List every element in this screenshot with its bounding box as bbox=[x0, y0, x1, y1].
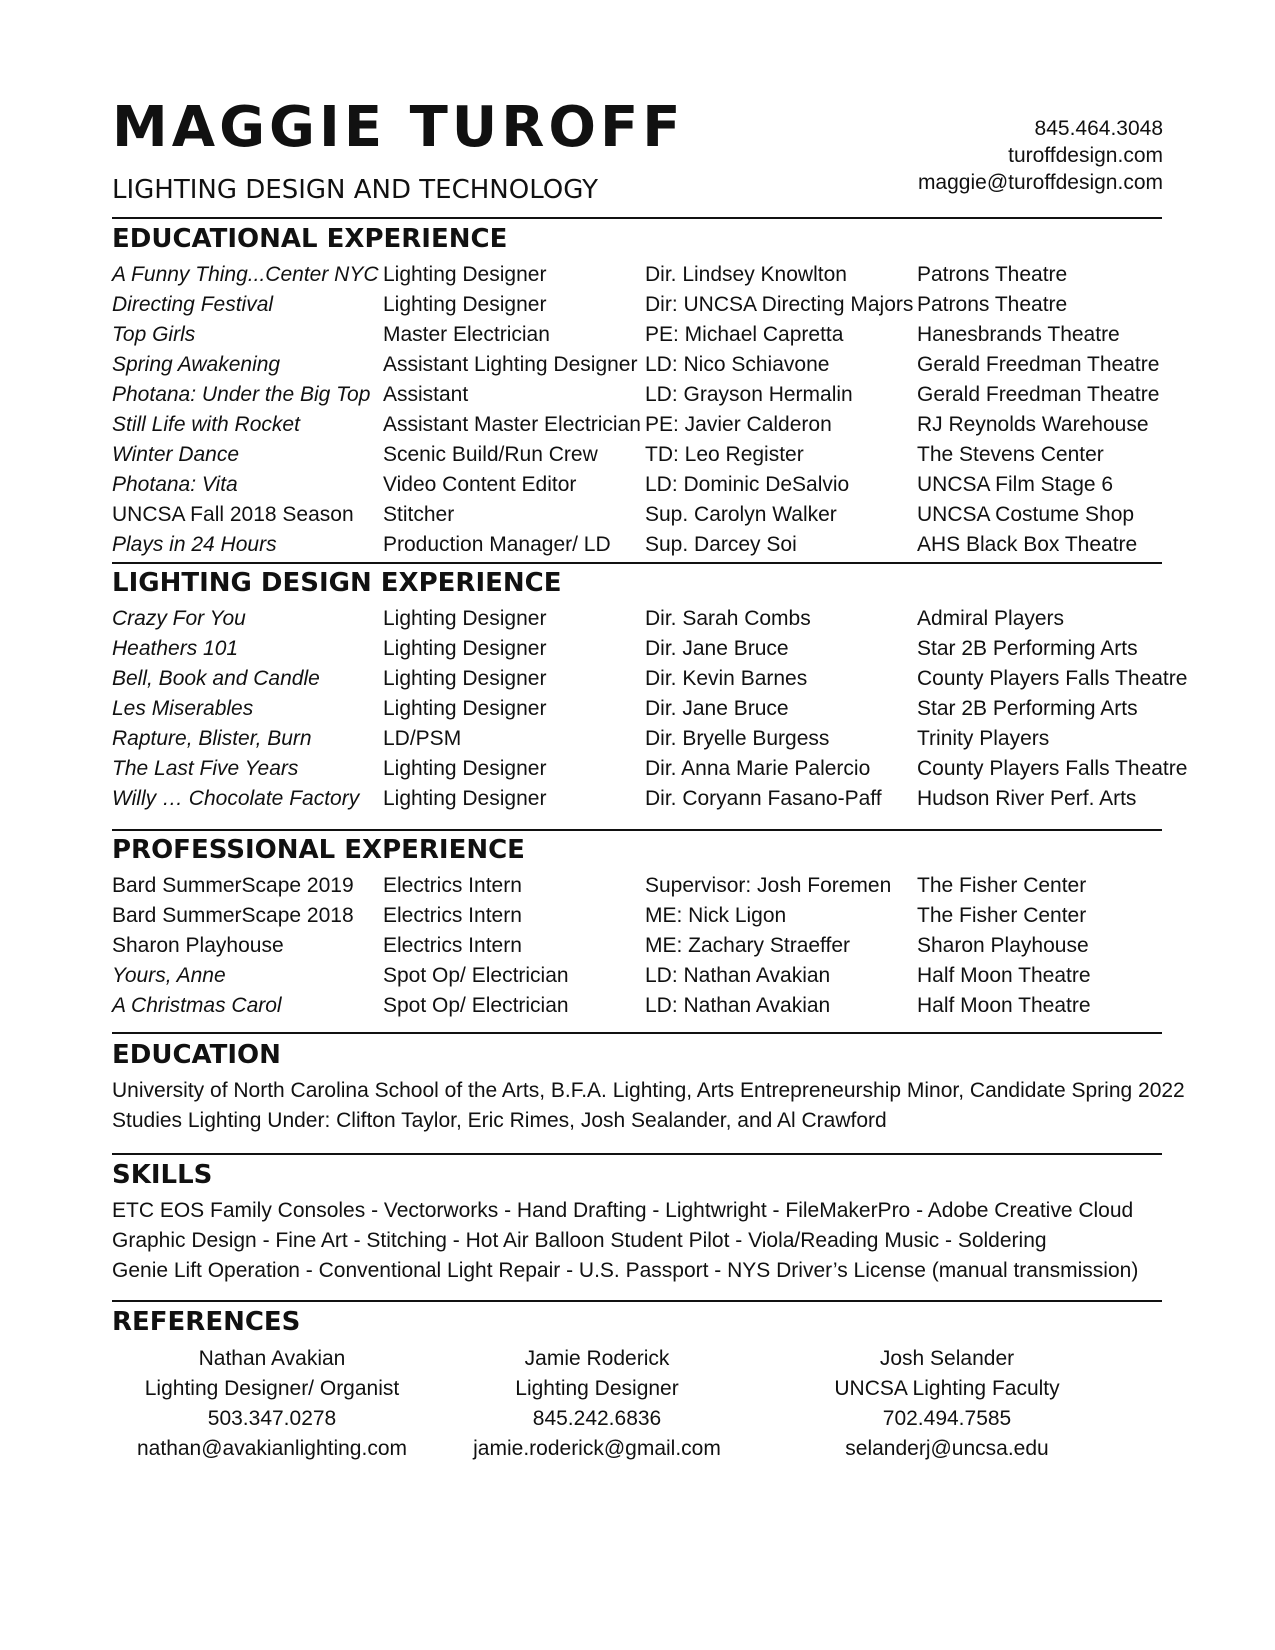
section-divider bbox=[112, 829, 1162, 831]
director-or-supervisor: Dir. Jane Bruce bbox=[645, 637, 789, 660]
venue: County Players Falls Theatre bbox=[917, 667, 1188, 690]
reference-title: Lighting Designer bbox=[515, 1377, 679, 1400]
lighting-design-experience-table bbox=[112, 604, 1188, 814]
role: Lighting Designer bbox=[383, 757, 547, 780]
director-or-supervisor: PE: Michael Capretta bbox=[645, 323, 844, 346]
reference-title: Lighting Designer/ Organist bbox=[144, 1377, 400, 1400]
table-row bbox=[112, 470, 1162, 500]
table-row bbox=[112, 290, 1162, 320]
education-line: Studies Lighting Under: Clifton Taylor, Eric Rimes, Josh Sealander, and Al Crawford bbox=[112, 1109, 887, 1132]
role: Electrics Intern bbox=[383, 934, 522, 957]
section-divider bbox=[112, 562, 1162, 564]
venue: RJ Reynolds Warehouse bbox=[917, 413, 1149, 436]
table-row bbox=[112, 634, 1162, 664]
venue: Patrons Theatre bbox=[917, 293, 1068, 316]
table-row bbox=[112, 931, 1162, 961]
table-row bbox=[112, 901, 1162, 931]
role: Stitcher bbox=[383, 503, 455, 526]
section-divider bbox=[112, 1300, 1162, 1302]
director-or-supervisor: Dir. Lindsey Knowlton bbox=[645, 263, 847, 286]
role: Spot Op/ Electrician bbox=[383, 994, 569, 1017]
role: Assistant bbox=[383, 383, 469, 406]
role: Lighting Designer bbox=[383, 667, 547, 690]
section-heading-references: REFERENCES bbox=[112, 1307, 301, 1337]
production-title: Still Life with Rocket bbox=[112, 413, 300, 436]
reference-name: Nathan Avakian bbox=[198, 1347, 346, 1370]
production-title: Directing Festival bbox=[112, 293, 274, 316]
venue: UNCSA Costume Shop bbox=[917, 503, 1135, 526]
role: Assistant Lighting Designer bbox=[383, 353, 638, 376]
skills-line: ETC EOS Family Consoles - Vectorworks - Hand Drafting - Lightwright - FileMakerPro - Adobe Creative Cloud bbox=[112, 1199, 1134, 1222]
production-title: Les Miserables bbox=[112, 697, 254, 720]
section-heading-education: EDUCATION bbox=[112, 1040, 281, 1070]
production-title: A Christmas Carol bbox=[112, 994, 282, 1017]
director-or-supervisor: Sup. Carolyn Walker bbox=[645, 503, 837, 526]
venue: Star 2B Performing Arts bbox=[917, 697, 1138, 720]
table-row bbox=[112, 440, 1162, 470]
production-title: Sharon Playhouse bbox=[112, 934, 284, 957]
role: Master Electrician bbox=[383, 323, 550, 346]
table-row bbox=[112, 500, 1162, 530]
production-title: Yours, Anne bbox=[112, 964, 226, 987]
production-title: Crazy For You bbox=[112, 607, 246, 630]
role: Scenic Build/Run Crew bbox=[383, 443, 598, 466]
director-or-supervisor: Dir. Coryann Fasano-Paff bbox=[645, 787, 882, 810]
venue: AHS Black Box Theatre bbox=[917, 533, 1138, 556]
reference-card bbox=[112, 1344, 432, 1464]
venue: The Fisher Center bbox=[917, 874, 1087, 897]
director-or-supervisor: Supervisor: Josh Foremen bbox=[645, 874, 892, 897]
venue: Patrons Theatre bbox=[917, 263, 1068, 286]
role: Spot Op/ Electrician bbox=[383, 964, 569, 987]
contact-email[interactable]: maggie@turoffdesign.com bbox=[917, 171, 1163, 194]
venue: Admiral Players bbox=[917, 607, 1065, 630]
venue: Half Moon Theatre bbox=[917, 964, 1091, 987]
director-or-supervisor: LD: Nathan Avakian bbox=[645, 994, 831, 1017]
venue: Gerald Freedman Theatre bbox=[917, 383, 1160, 406]
reference-phone: 845.242.6836 bbox=[532, 1407, 662, 1430]
education-line: University of North Carolina School of the Arts, B.F.A. Lighting, Arts Entrepreneurship Minor, Candidate Spring 2022 bbox=[112, 1079, 1185, 1102]
director-or-supervisor: Dir. Bryelle Burgess bbox=[645, 727, 830, 750]
director-or-supervisor: Dir. Kevin Barnes bbox=[645, 667, 808, 690]
production-title: Heathers 101 bbox=[112, 637, 239, 660]
role: Lighting Designer bbox=[383, 607, 547, 630]
role: Video Content Editor bbox=[383, 473, 577, 496]
director-or-supervisor: Dir. Sarah Combs bbox=[645, 607, 811, 630]
production-title: Rapture, Blister, Burn bbox=[112, 727, 312, 750]
role: Assistant Master Electrician bbox=[383, 413, 641, 436]
contact-block bbox=[843, 115, 1163, 196]
reference-card bbox=[437, 1344, 757, 1464]
table-row bbox=[112, 724, 1162, 754]
references-list bbox=[112, 1344, 1162, 1469]
production-title: UNCSA Fall 2018 Season bbox=[112, 503, 354, 526]
role: Lighting Designer bbox=[383, 787, 547, 810]
venue: Hanesbrands Theatre bbox=[917, 323, 1120, 346]
director-or-supervisor: ME: Zachary Straeffer bbox=[645, 934, 851, 957]
director-or-supervisor: LD: Grayson Hermalin bbox=[645, 383, 853, 406]
director-or-supervisor: Dir. Jane Bruce bbox=[645, 697, 789, 720]
table-row bbox=[112, 694, 1162, 724]
director-or-supervisor: LD: Nico Schiavone bbox=[645, 353, 830, 376]
reference-name: Josh Selander bbox=[879, 1347, 1015, 1370]
table-row bbox=[112, 991, 1162, 1021]
production-title: Bell, Book and Candle bbox=[112, 667, 320, 690]
table-row bbox=[112, 260, 1162, 290]
director-or-supervisor: Dir. Anna Marie Palercio bbox=[645, 757, 871, 780]
production-title: The Last Five Years bbox=[112, 757, 299, 780]
director-or-supervisor: LD: Dominic DeSalvio bbox=[645, 473, 850, 496]
section-heading-professional-experience: PROFESSIONAL EXPERIENCE bbox=[112, 835, 525, 865]
venue: County Players Falls Theatre bbox=[917, 757, 1188, 780]
production-title: Photana: Vita bbox=[112, 473, 238, 496]
table-row bbox=[112, 664, 1188, 694]
table-row bbox=[112, 350, 1162, 380]
role: LD/PSM bbox=[383, 727, 462, 750]
production-title: Winter Dance bbox=[112, 443, 240, 466]
role: Electrics Intern bbox=[383, 904, 522, 927]
reference-email[interactable]: selanderj@uncsa.edu bbox=[845, 1437, 1049, 1460]
venue: Trinity Players bbox=[917, 727, 1050, 750]
resume-subtitle: LIGHTING DESIGN AND TECHNOLOGY bbox=[112, 175, 598, 205]
section-heading-lighting-design-experience: LIGHTING DESIGN EXPERIENCE bbox=[112, 568, 562, 598]
venue: Star 2B Performing Arts bbox=[917, 637, 1138, 660]
venue: Hudson River Perf. Arts bbox=[917, 787, 1137, 810]
director-or-supervisor: ME: Nick Ligon bbox=[645, 904, 787, 927]
venue: Half Moon Theatre bbox=[917, 994, 1091, 1017]
role: Production Manager/ LD bbox=[383, 533, 611, 556]
reference-email[interactable]: jamie.roderick@gmail.com bbox=[473, 1437, 721, 1460]
table-row bbox=[112, 784, 1162, 814]
role: Lighting Designer bbox=[383, 697, 547, 720]
table-row bbox=[112, 754, 1188, 784]
production-title: Willy … Chocolate Factory bbox=[112, 787, 360, 810]
production-title: Bard SummerScape 2019 bbox=[112, 874, 354, 897]
director-or-supervisor: PE: Javier Calderon bbox=[645, 413, 832, 436]
venue: Gerald Freedman Theatre bbox=[917, 353, 1160, 376]
reference-email[interactable]: nathan@avakianlighting.com bbox=[137, 1437, 407, 1460]
table-row bbox=[112, 320, 1162, 350]
venue: The Fisher Center bbox=[917, 904, 1087, 927]
table-row bbox=[112, 380, 1162, 410]
venue: Sharon Playhouse bbox=[917, 934, 1089, 957]
educational-experience-table bbox=[112, 260, 1162, 560]
table-row bbox=[112, 871, 1162, 901]
production-title: Plays in 24 Hours bbox=[112, 533, 277, 556]
section-divider bbox=[112, 217, 1162, 219]
professional-experience-table bbox=[112, 871, 1162, 1021]
production-title: Spring Awakening bbox=[112, 353, 281, 376]
table-row bbox=[112, 530, 1162, 560]
role: Lighting Designer bbox=[383, 637, 547, 660]
role: Lighting Designer bbox=[383, 293, 547, 316]
reference-card bbox=[787, 1344, 1107, 1464]
production-title: A Funny Thing...Center NYC bbox=[112, 263, 379, 286]
section-divider bbox=[112, 1153, 1162, 1155]
contact-phone: 845.464.3048 bbox=[1034, 117, 1163, 140]
director-or-supervisor: Dir: UNCSA Directing Majors bbox=[645, 293, 914, 316]
production-title: Photana: Under the Big Top bbox=[112, 383, 371, 406]
skills-line: Genie Lift Operation - Conventional Light Repair - U.S. Passport - NYS Driver’s License (manual transmission) bbox=[112, 1259, 1139, 1282]
reference-phone: 503.347.0278 bbox=[207, 1407, 337, 1430]
table-row bbox=[112, 604, 1162, 634]
production-title: Top Girls bbox=[112, 323, 196, 346]
reference-title: UNCSA Lighting Faculty bbox=[834, 1377, 1060, 1400]
section-divider bbox=[112, 1032, 1162, 1034]
table-row bbox=[112, 961, 1162, 991]
production-title: Bard SummerScape 2018 bbox=[112, 904, 354, 927]
skills-line: Graphic Design - Fine Art - Stitching - Hot Air Balloon Student Pilot - Viola/Reading Music - Soldering bbox=[112, 1229, 1047, 1252]
education-details bbox=[112, 1076, 1185, 1136]
role: Lighting Designer bbox=[383, 263, 547, 286]
director-or-supervisor: TD: Leo Register bbox=[645, 443, 804, 466]
reference-phone: 702.494.7585 bbox=[882, 1407, 1012, 1430]
venue: The Stevens Center bbox=[917, 443, 1104, 466]
role: Electrics Intern bbox=[383, 874, 522, 897]
section-heading-educational-experience: EDUCATIONAL EXPERIENCE bbox=[112, 224, 508, 254]
table-row bbox=[112, 410, 1162, 440]
contact-website[interactable]: turoffdesign.com bbox=[1008, 144, 1163, 167]
venue: UNCSA Film Stage 6 bbox=[917, 473, 1114, 496]
director-or-supervisor: Sup. Darcey Soi bbox=[645, 533, 797, 556]
reference-name: Jamie Roderick bbox=[524, 1347, 670, 1370]
director-or-supervisor: LD: Nathan Avakian bbox=[645, 964, 831, 987]
section-heading-skills: SKILLS bbox=[112, 1160, 213, 1190]
resume-name: MAGGIE TUROFF bbox=[112, 95, 685, 160]
skills-list bbox=[112, 1196, 1172, 1286]
